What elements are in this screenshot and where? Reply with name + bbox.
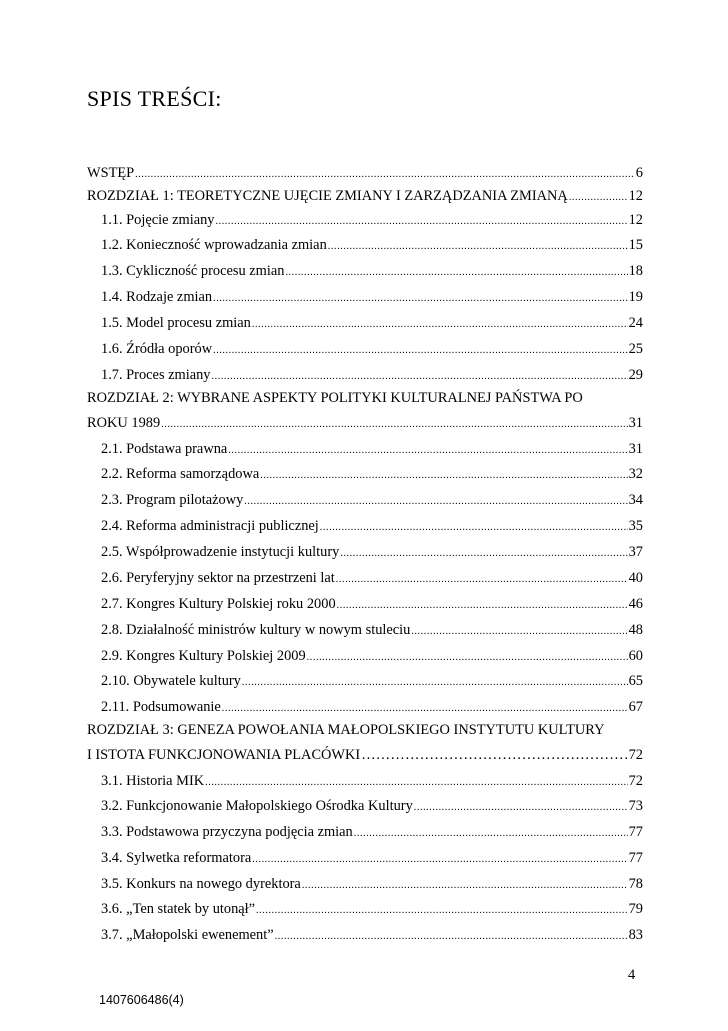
leader-dots	[228, 442, 627, 460]
toc-entry-text: 1.5. Model procesu zmian	[101, 315, 251, 331]
toc-entry-page: 24	[628, 315, 643, 331]
toc-entry-2-7[interactable]	[101, 595, 643, 613]
toc-entry-text: 1.6. Źródła oporów	[101, 341, 213, 357]
leader-dots	[414, 799, 628, 817]
leader-dots	[244, 493, 627, 511]
toc-entry-1-7[interactable]	[101, 366, 643, 384]
toc-entry-page: 78	[628, 876, 643, 892]
toc-entry-page: 73	[628, 798, 643, 814]
toc-entry-page: 32	[628, 466, 643, 482]
toc-entry-intro[interactable]	[87, 164, 643, 182]
leader-dots	[213, 342, 628, 360]
page-title: SPIS TREŚCI:	[87, 86, 222, 111]
toc-entry-page: 65	[628, 673, 643, 689]
toc-entry-1-6[interactable]	[101, 340, 643, 358]
leader-dots	[340, 545, 627, 563]
toc-entry-3-1[interactable]	[101, 772, 643, 790]
toc-entry-text: 3.4. Sylwetka reformatora	[101, 850, 252, 866]
leader-dots	[302, 877, 628, 895]
toc-entry-page: 35	[628, 518, 643, 534]
toc-entry-page: 60	[628, 648, 643, 664]
footer-document-id: 1407606486(4)	[99, 993, 184, 1007]
toc-entry-text: 1.7. Proces zmiany	[101, 367, 211, 383]
toc-entry-page: 31	[628, 441, 643, 457]
toc-entry-text: 1.2. Konieczność wprowadzania zmian	[101, 237, 327, 253]
leader-dots	[161, 416, 627, 434]
toc-entry-page: 31	[628, 415, 643, 431]
toc-entry-2-10[interactable]	[101, 672, 643, 690]
leader-dots	[275, 928, 628, 946]
toc-entry-text: 2.2. Reforma samorządowa	[101, 466, 260, 482]
toc-entry-2-5[interactable]	[101, 543, 643, 561]
toc-entry-2-8[interactable]	[101, 621, 643, 639]
toc-entry-page: 40	[628, 570, 643, 586]
leader-dots	[569, 189, 628, 207]
leader-dots	[135, 166, 635, 184]
toc-entry-2-1[interactable]	[101, 440, 643, 458]
toc-entry-text: 2.8. Działalność ministrów kultury w nowym stuleciu	[101, 622, 411, 638]
toc-entry-page: 12	[628, 212, 643, 228]
toc-entry-page: 77	[628, 824, 643, 840]
toc-entry-text: WSTĘP	[87, 165, 135, 181]
toc-entry-page: 77	[628, 850, 643, 866]
toc-entry-3-7[interactable]	[101, 926, 643, 944]
toc-entry-1-2[interactable]	[101, 236, 643, 254]
toc-entry-page: 72	[628, 747, 643, 763]
leader-dots	[361, 746, 627, 764]
toc-entry-1-4[interactable]	[101, 288, 643, 306]
toc-entry-3-5[interactable]	[101, 875, 643, 893]
toc-entry-text: 3.6. „Ten statek by utonął”	[101, 901, 256, 917]
toc-entry-page: 34	[628, 492, 643, 508]
leader-dots	[320, 519, 628, 537]
toc-entry-2-2[interactable]	[101, 465, 643, 483]
toc-entry-text: 3.2. Funkcjonowanie Małopolskiego Ośrodka Kultury	[101, 798, 413, 814]
leader-dots	[212, 368, 628, 386]
leader-dots	[337, 597, 628, 615]
toc-entry-chapter-2-line-1[interactable]: ROZDZIAŁ 2: WYBRANE ASPEKTY POLITYKI KULTURALNEJ PAŃSTWA PO	[87, 390, 583, 406]
toc-entry-text: 2.1. Podstawa prawna	[101, 441, 228, 457]
toc-entry-text: 2.11. Podsumowanie	[101, 699, 221, 715]
leader-dots	[252, 316, 628, 334]
leader-dots	[222, 700, 628, 718]
leader-dots	[260, 467, 627, 485]
leader-dots	[354, 825, 628, 843]
toc-entry-chapter-1[interactable]	[87, 187, 643, 205]
leader-dots	[205, 774, 627, 792]
toc-entry-text: 1.4. Rodzaje zmian	[101, 289, 213, 305]
toc-entry-text: 1.3. Cykliczność procesu zmian	[101, 263, 285, 279]
toc-entry-text: 2.6. Peryferyjny sektor na przestrzeni lat	[101, 570, 335, 586]
leader-dots	[336, 571, 628, 589]
toc-entry-text: 3.7. „Małopolski ewenement”	[101, 927, 274, 943]
toc-entry-1-3[interactable]	[101, 262, 643, 280]
toc-entry-text: 2.4. Reforma administracji publicznej	[101, 518, 319, 534]
toc-entry-page: 37	[628, 544, 643, 560]
toc-entry-page: 72	[628, 773, 643, 789]
leader-dots	[216, 213, 628, 231]
toc-entry-page: 48	[628, 622, 643, 638]
toc-entry-text: I ISTOTA FUNKCJONOWANIA PLACÓWKI	[87, 747, 361, 763]
toc-entry-3-2[interactable]	[101, 797, 643, 815]
toc-entry-page: 25	[628, 341, 643, 357]
toc-entry-chapter-3-line-1[interactable]: ROZDZIAŁ 3: GENEZA POWOŁANIA MAŁOPOLSKIEGO INSTYTUTU KULTURY	[87, 722, 605, 738]
toc-entry-2-9[interactable]	[101, 647, 643, 665]
toc-entry-page: 12	[628, 188, 643, 204]
toc-entry-text: 2.3. Program pilotażowy	[101, 492, 244, 508]
toc-entry-text: 3.5. Konkurs na nowego dyrektora	[101, 876, 301, 892]
toc-entry-text: 1.1. Pojęcie zmiany	[101, 212, 215, 228]
toc-entry-text: 3.1. Historia MIK	[101, 773, 205, 789]
leader-dots	[242, 674, 628, 692]
toc-entry-page: 46	[628, 596, 643, 612]
toc-entry-2-11[interactable]	[101, 698, 643, 716]
toc-entry-page: 6	[635, 165, 643, 181]
toc-entry-1-1[interactable]	[101, 211, 643, 229]
toc-entry-text: ROZDZIAŁ 1: TEORETYCZNE UJĘCIE ZMIANY I ZARZĄDZANIA ZMIANĄ	[87, 188, 568, 204]
leader-dots	[328, 238, 628, 256]
leader-dots	[213, 290, 628, 308]
toc-entry-page: 79	[628, 901, 643, 917]
toc-entry-page: 83	[628, 927, 643, 943]
toc-entry-3-3[interactable]	[101, 823, 643, 841]
toc-entry-3-6[interactable]	[101, 900, 643, 918]
leader-dots	[307, 649, 628, 667]
leader-dots	[411, 623, 627, 641]
toc-entry-2-3[interactable]	[101, 491, 643, 509]
toc-entry-chapter-2[interactable]	[87, 414, 643, 432]
toc-entry-text: ROKU 1989	[87, 415, 161, 431]
toc-entry-page: 67	[628, 699, 643, 715]
leader-dots	[252, 851, 627, 869]
toc-entry-2-4[interactable]	[101, 517, 643, 535]
toc-entry-2-6[interactable]	[101, 569, 643, 587]
page-number: 4	[628, 967, 636, 983]
toc-entry-text: 3.3. Podstawowa przyczyna podjęcia zmian	[101, 824, 353, 840]
toc-entry-text: 2.7. Kongres Kultury Polskiej roku 2000	[101, 596, 336, 612]
toc-entry-page: 15	[628, 237, 643, 253]
leader-dots	[285, 264, 627, 282]
toc-entry-page: 19	[628, 289, 643, 305]
toc-entry-page: 18	[628, 263, 643, 279]
toc-entry-text: 2.10. Obywatele kultury	[101, 673, 241, 689]
toc-entry-1-5[interactable]	[101, 314, 643, 332]
toc-entry-text: 2.9. Kongres Kultury Polskiej 2009	[101, 648, 306, 664]
toc-entry-page: 29	[628, 367, 643, 383]
leader-dots	[256, 902, 628, 920]
toc-entry-chapter-3[interactable]	[87, 746, 643, 764]
toc-entry-text: 2.5. Współprowadzenie instytucji kultury	[101, 544, 340, 560]
toc-entry-3-4[interactable]	[101, 849, 643, 867]
